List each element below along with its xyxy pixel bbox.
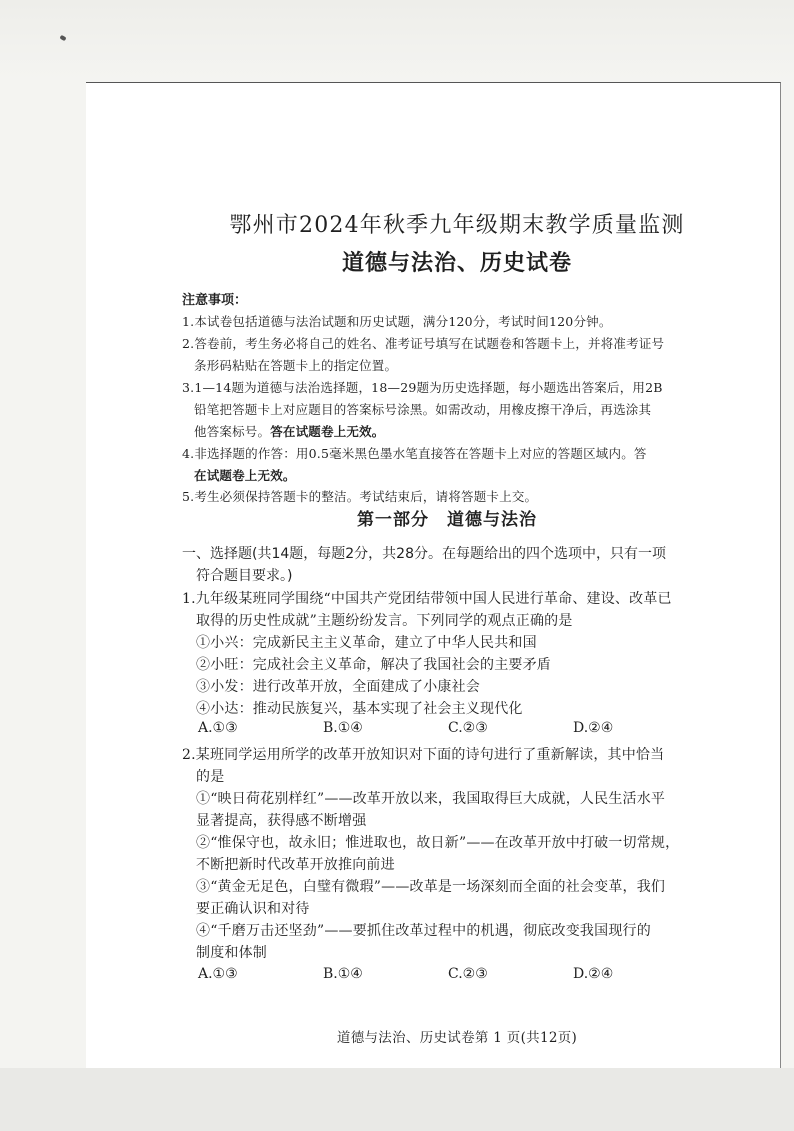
option-d: D.②④ xyxy=(573,720,614,736)
notice-line: 条形码粘贴在答题卡上的指定位置。 xyxy=(194,358,398,373)
question-stem: 的是 xyxy=(196,769,225,785)
section-heading: 一、选择题(共14题，每题2分，共28分。在每题给出的四个选项中，只有一项 xyxy=(182,546,666,562)
question-item: 制度和体制 xyxy=(196,945,267,961)
question-item: ①“映日荷花别样红”——改革开放以来，我国取得巨大成就，人民生活水平 xyxy=(196,791,666,807)
question-item: ③“黄金无足色，白璧有微瑕”——改革是一场深刻而全面的社会变革，我们 xyxy=(196,879,666,895)
question-item: ②“惟保守也，故永旧；惟进取也，故日新”——在改革开放中打破一切常规， xyxy=(196,835,680,851)
question-stem: 2.某班同学运用所学的改革开放知识对下面的诗句进行了重新解读，其中恰当 xyxy=(182,747,665,763)
notice-line: 1.本试卷包括道德与法治试题和历史试题，满分120分，考试时间120分钟。 xyxy=(182,314,612,329)
answer-options xyxy=(198,720,708,736)
question-item: ①小兴：完成新民主主义革命，建立了中华人民共和国 xyxy=(196,635,537,651)
notice-line: 5.考生必须保持答题卡的整洁。考试结束后，请将答题卡上交。 xyxy=(182,489,538,504)
notice-line-part: 他答案标号。 xyxy=(194,424,271,439)
part-title: 第一部分 道德与法治 xyxy=(357,510,537,530)
question-item: ④“千磨万击还坚劲”——要抓住改革过程中的机遇，彻底改变我国现行的 xyxy=(196,923,651,939)
option-a: A.①③ xyxy=(198,720,238,736)
notice-line xyxy=(194,422,724,440)
question-stem: 1.九年级某班同学围绕“中国共产党团结带领中国人民进行革命、建设、改革已 xyxy=(182,591,672,607)
notice-emphasis: 在试题卷上无效。 xyxy=(194,468,296,483)
section-heading-cont: 符合题目要求。) xyxy=(196,568,293,584)
option-b: B.①④ xyxy=(323,720,363,736)
option-b: B.①④ xyxy=(323,966,363,982)
question-item: 要正确认识和对待 xyxy=(196,901,310,917)
option-d: D.②④ xyxy=(573,966,614,982)
notice-line: 铅笔把答题卡上对应题目的答案标号涂黑。如需改动，用橡皮擦干净后，再选涂其 xyxy=(194,402,652,417)
option-c: C.②③ xyxy=(448,720,488,736)
option-a: A.①③ xyxy=(198,966,238,982)
question-item: 显著提高，获得感不断增强 xyxy=(196,813,367,829)
scan-bottom-edge xyxy=(0,1068,794,1131)
question-stem: 取得的历史性成就”主题纷纷发言。下列同学的观点正确的是 xyxy=(196,613,573,629)
option-c: C.②③ xyxy=(448,966,488,982)
question-item: ④小达：推动民族复兴，基本实现了社会主义现代化 xyxy=(196,701,523,717)
notice-emphasis: 答在试题卷上无效。 xyxy=(270,424,385,439)
question-item: ②小旺：完成社会主义革命，解决了我国社会的主要矛盾 xyxy=(196,657,551,673)
notice-line: 2.答卷前，考生务必将自己的姓名、准考证号填写在试题卷和答题卡上，并将准考证号 xyxy=(182,336,665,351)
exam-subtitle: 道德与法治、历史试卷 xyxy=(341,251,572,276)
notice-heading: 注意事项： xyxy=(182,293,248,308)
notice-line: 3.1—14题为道德与法治选择题，18—29题为历史选择题，每小题选出答案后，用2B xyxy=(182,380,663,395)
question-item: 不断把新时代改革开放推向前进 xyxy=(196,857,395,873)
exam-title: 鄂州市2024年秋季九年级期末教学质量监测 xyxy=(229,213,685,238)
scan-background xyxy=(0,0,794,80)
question-item: ③小发：进行改革开放，全面建成了小康社会 xyxy=(196,679,480,695)
answer-options xyxy=(198,966,708,982)
page-footer: 道德与法治、历史试卷第 1 页(共12页) xyxy=(336,1030,578,1046)
notice-line xyxy=(194,466,724,484)
notice-line: 4.非选择题的作答：用0.5毫米黑色墨水笔直接答在答题卡上对应的答题区域内。答 xyxy=(182,446,647,461)
